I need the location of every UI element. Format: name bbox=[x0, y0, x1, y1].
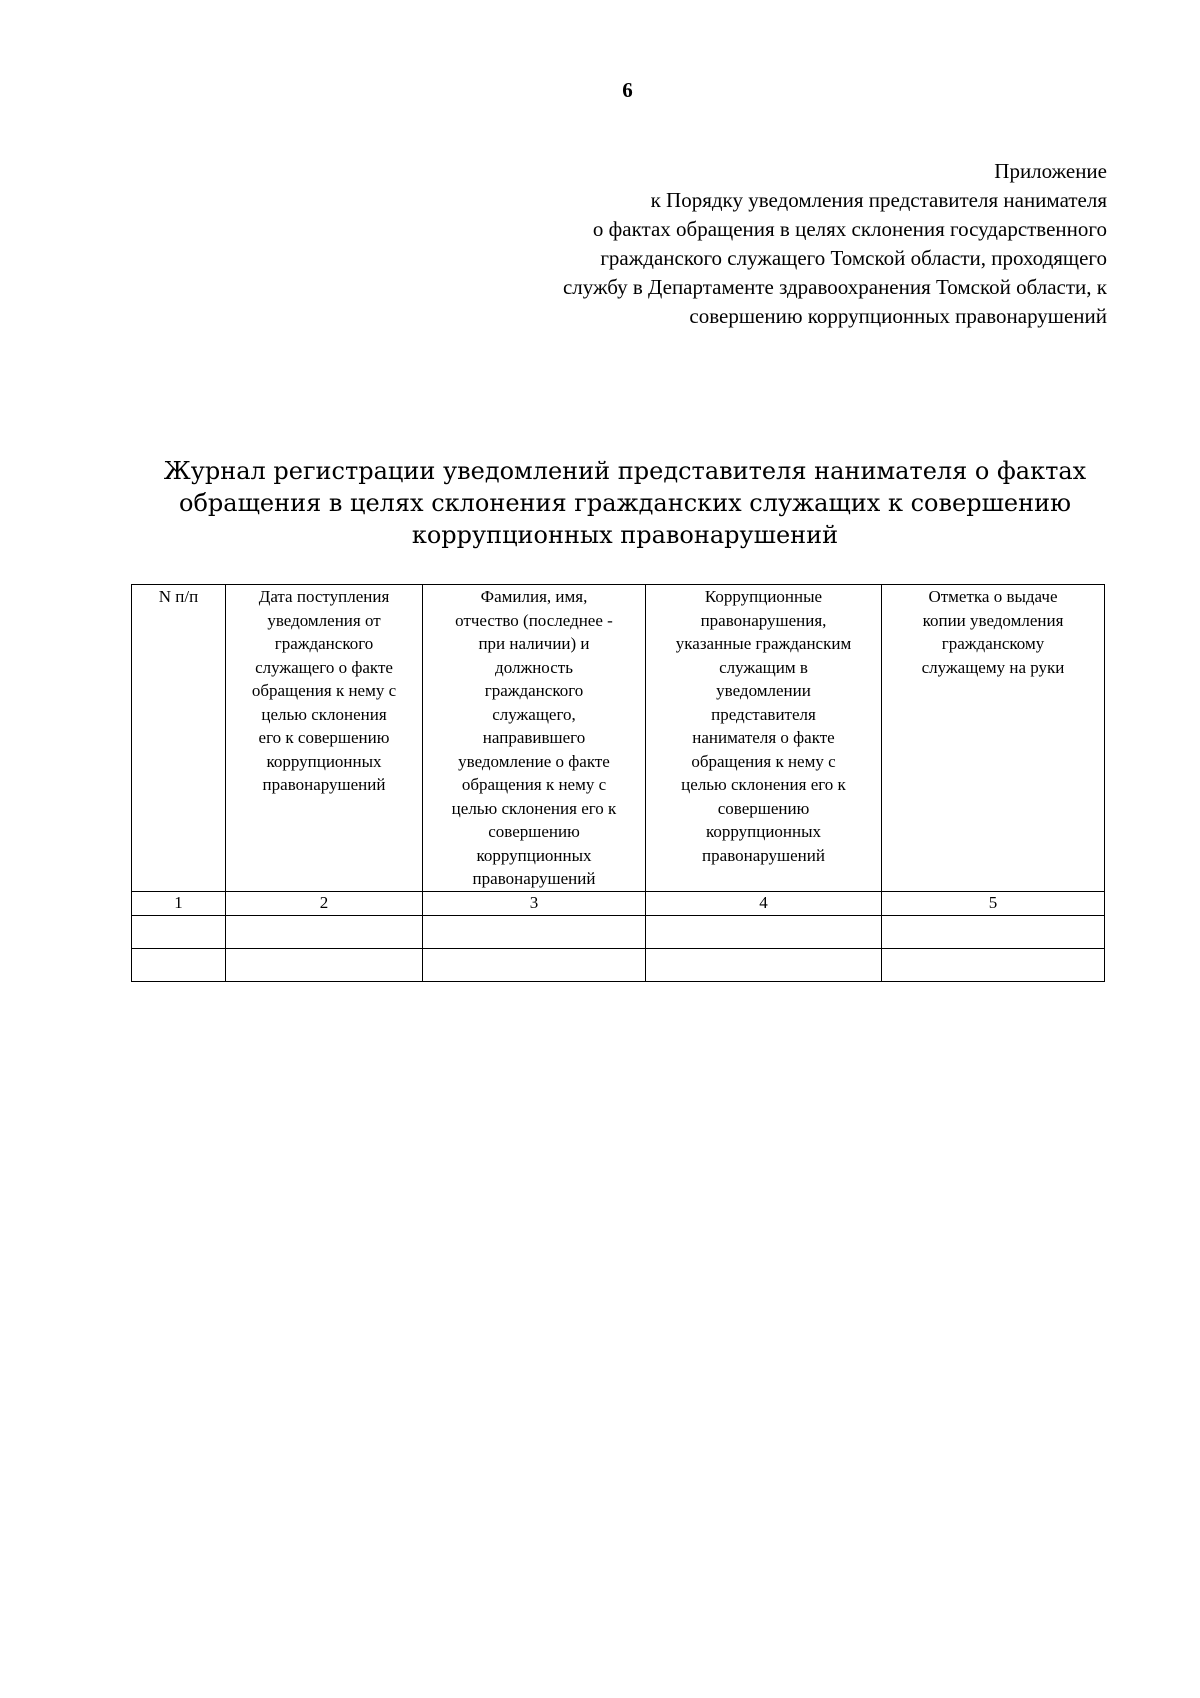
column-number-cell: 5 bbox=[882, 891, 1105, 915]
empty-cell bbox=[226, 948, 423, 981]
column-number-cell: 3 bbox=[423, 891, 646, 915]
empty-cell bbox=[646, 915, 882, 948]
registration-table bbox=[131, 584, 1105, 982]
appendix-line: службу в Департаменте здравоохранения Томской области, к bbox=[562, 275, 1107, 299]
header-text: N п/п bbox=[158, 587, 199, 606]
header-cell-number bbox=[132, 585, 226, 892]
empty-cell bbox=[226, 915, 423, 948]
table-row bbox=[132, 915, 1105, 948]
empty-cell bbox=[423, 948, 646, 981]
header-cell-date bbox=[226, 585, 423, 892]
empty-cell bbox=[132, 948, 226, 981]
header-cell-copy-mark bbox=[882, 585, 1105, 892]
column-number-row bbox=[132, 891, 1105, 915]
table-row bbox=[132, 948, 1105, 981]
column-number-cell: 2 bbox=[226, 891, 423, 915]
table-header-row bbox=[132, 585, 1105, 892]
appendix-line: к Порядку уведомления представителя нанимателя bbox=[650, 188, 1107, 212]
page-number: 6 bbox=[622, 78, 633, 102]
empty-cell bbox=[646, 948, 882, 981]
header-text: Коррупционные правонарушения, указанные гражданским служащим в уведомлении представителя нанимателя о факте обращения к нему с целью склонения его к совершению коррупционных правонарушений bbox=[675, 587, 852, 865]
journal-title-line: обращения в целях склонения гражданских служащих к совершению bbox=[179, 489, 1071, 517]
header-cell-offenses bbox=[646, 585, 882, 892]
empty-cell bbox=[882, 915, 1105, 948]
column-number-cell: 4 bbox=[646, 891, 882, 915]
header-text: Фамилия, имя, отчество (последнее - при наличии) и должность гражданского служащего, направившего уведомление о факте обращения к нему с целью склонения его к совершению коррупционных правонарушений bbox=[451, 587, 617, 888]
journal-title bbox=[150, 455, 1100, 551]
appendix-line: совершению коррупционных правонарушений bbox=[689, 304, 1107, 328]
header-cell-name bbox=[423, 585, 646, 892]
appendix-line: Приложение bbox=[994, 159, 1107, 183]
header-text: Дата поступления уведомления от гражданского служащего о факте обращения к нему с целью склонения его к совершению коррупционных правонарушений bbox=[251, 587, 397, 794]
empty-cell bbox=[132, 915, 226, 948]
column-number-cell: 1 bbox=[132, 891, 226, 915]
appendix-line: о фактах обращения в целях склонения государственного bbox=[592, 217, 1107, 241]
appendix-header bbox=[347, 157, 1107, 331]
appendix-line: гражданского служащего Томской области, проходящего bbox=[600, 246, 1107, 270]
journal-title-line: коррупционных правонарушений bbox=[411, 521, 839, 549]
empty-cell bbox=[423, 915, 646, 948]
empty-cell bbox=[882, 948, 1105, 981]
header-text: Отметка о выдаче копии уведомления гражданскому служащему на руки bbox=[921, 587, 1065, 677]
journal-title-line: Журнал регистрации уведомлений представителя нанимателя о фактах bbox=[163, 457, 1087, 485]
